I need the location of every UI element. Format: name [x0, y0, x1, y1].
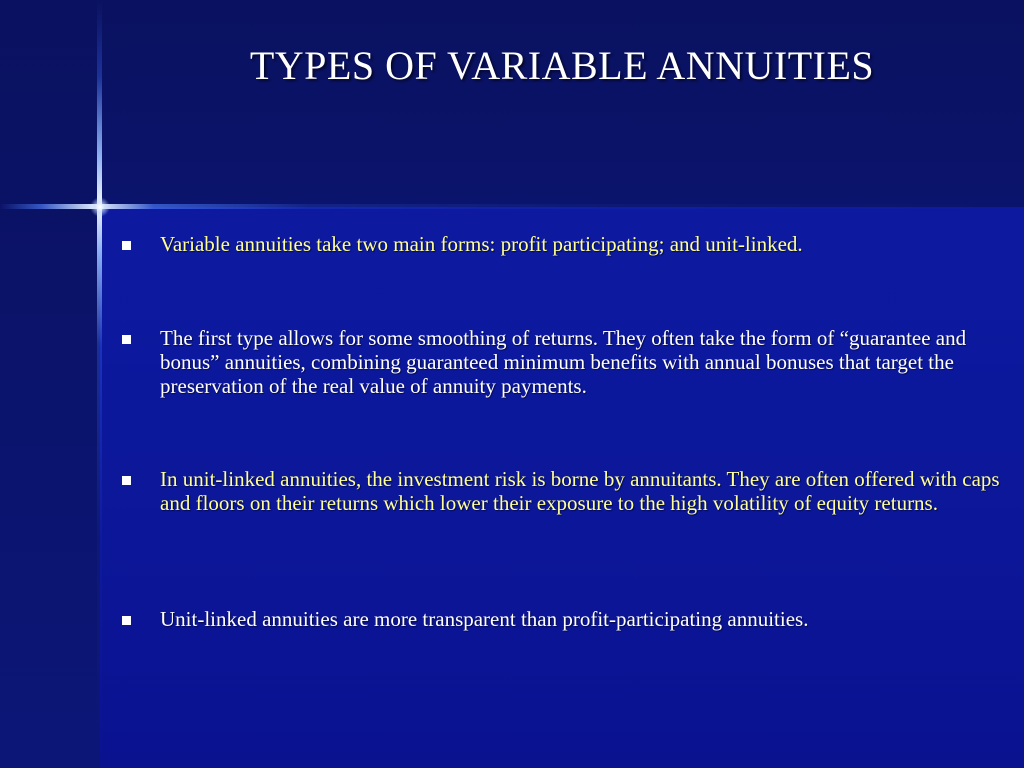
square-bullet-icon [122, 335, 131, 344]
bullet-text: The first type allows for some smoothing of returns. They often take the form of “guarantee and bonus” annuities, combining guaranteed minimum benefits with annual bonuses that target the preservation of the real value of annuity payments. [160, 326, 967, 398]
square-bullet-icon [122, 476, 131, 485]
bullet-item [122, 607, 1002, 631]
light-flare-vertical [97, 0, 102, 768]
background-left-panel [0, 0, 100, 768]
bullet-item [122, 467, 1002, 515]
bullet-item [122, 326, 1002, 398]
square-bullet-icon [122, 241, 131, 250]
bullet-text: In unit-linked annuities, the investment risk is borne by annuitants. They are often offered with caps and floors on their returns which lower their exposure to the high volatility of equity returns. [160, 467, 1000, 515]
slide-title: TYPES OF VARIABLE ANNUITIES [249, 43, 875, 88]
bullet-item [122, 232, 1002, 256]
light-flare-star-icon [90, 197, 110, 217]
bullet-text: Variable annuities take two main forms: profit participating; and unit-linked. [160, 232, 803, 256]
light-flare-horizontal [0, 204, 1024, 209]
square-bullet-icon [122, 616, 131, 625]
background-top-panel [0, 0, 1024, 207]
bullet-text: Unit-linked annuities are more transparent than profit-participating annuities. [160, 607, 809, 631]
